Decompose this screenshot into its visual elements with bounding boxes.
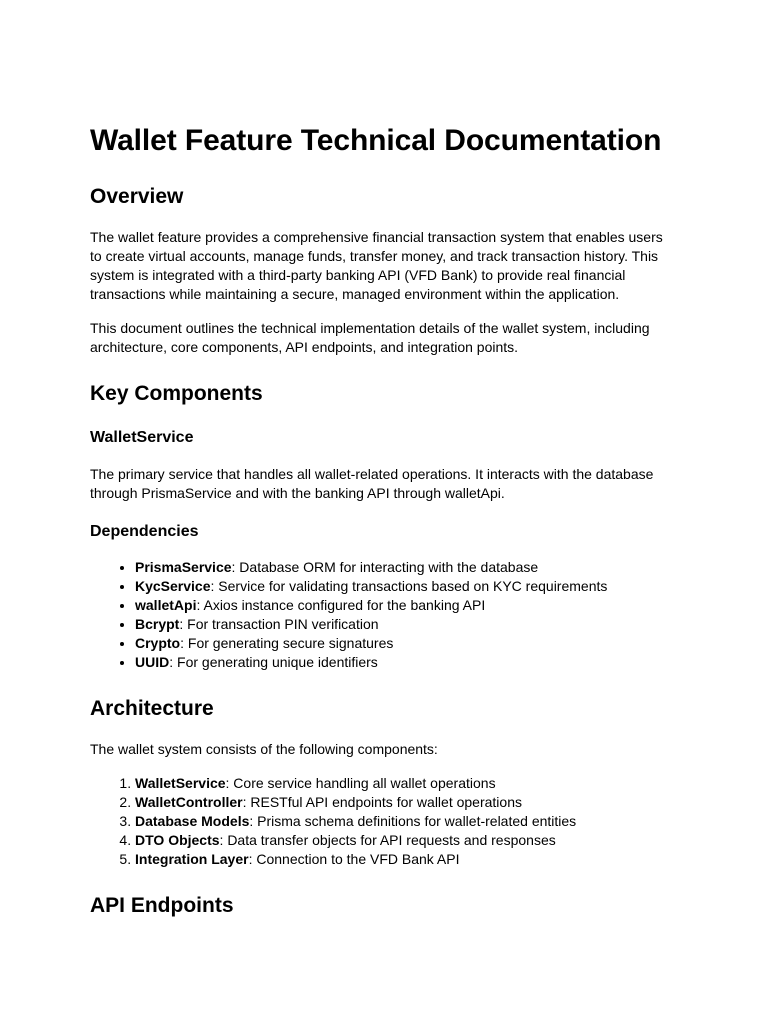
list-item-term: Database Models [135,813,250,829]
architecture-paragraph: The wallet system consists of the following components: [90,741,438,757]
dependencies-list [90,558,672,672]
document-title: Wallet Feature Technical Documentation [90,124,662,157]
list-item-term: Bcrypt [135,616,180,632]
list-item-desc: : Core service handling all wallet operations [225,775,496,791]
list-item-term: WalletController [135,794,243,810]
list-item-desc: : Database ORM for interacting with the database [231,559,539,575]
list-item-term: WalletService [135,775,226,791]
list-item-desc: : Connection to the VFD Bank API [248,851,460,867]
list-item-desc: : Axios instance configured for the banking API [196,597,486,613]
list-item-term: Crypto [135,635,181,651]
list-item [135,793,672,812]
list-item-desc: : Prisma schema definitions for wallet-related entities [249,813,577,829]
list-item [135,634,672,653]
list-item-term: DTO Objects [135,832,220,848]
list-item-desc: : For generating unique identifiers [169,654,378,670]
list-item-term: KycService [135,578,211,594]
list-item-desc: : RESTful API endpoints for wallet operations [242,794,522,810]
list-item [135,596,672,615]
list-item [135,615,672,634]
walletservice-paragraph: The primary service that handles all wallet-related operations. It interacts with the database through PrismaService and with the banking API through walletApi. [90,466,654,501]
dependencies-heading: Dependencies [90,523,199,540]
list-item [135,831,672,850]
walletservice-heading: WalletService [90,429,194,446]
list-item-term: PrismaService [135,559,232,575]
list-item-desc: : Service for validating transactions based on KYC requirements [210,578,608,594]
list-item [135,812,672,831]
list-item [135,653,672,672]
list-item-desc: : For transaction PIN verification [179,616,379,632]
list-item [135,577,672,596]
list-item-term: walletApi [135,597,197,613]
architecture-list [90,774,672,869]
overview-heading: Overview [90,185,184,208]
list-item-desc: : Data transfer objects for API requests and responses [219,832,556,848]
list-item [135,850,672,869]
overview-paragraph-1: The wallet feature provides a comprehensive financial transaction system that enables users to create virtual accounts, manage funds, transfer money, and track transaction history. This system is integrated with a third-party banking API (VFD Bank) to provide real financial transactions while maintaining a secure, managed environment within the application. [90,229,663,302]
list-item-term: Integration Layer [135,851,249,867]
overview-paragraph-2: This document outlines the technical implementation details of the wallet system, including architecture, core components, API endpoints, and integration points. [90,320,650,355]
list-item-desc: : For generating secure signatures [180,635,394,651]
list-item-term: UUID [135,654,170,670]
list-item [135,558,672,577]
api-endpoints-heading: API Endpoints [90,894,234,917]
key-components-heading: Key Components [90,382,263,405]
list-item [135,774,672,793]
architecture-heading: Architecture [90,697,214,720]
